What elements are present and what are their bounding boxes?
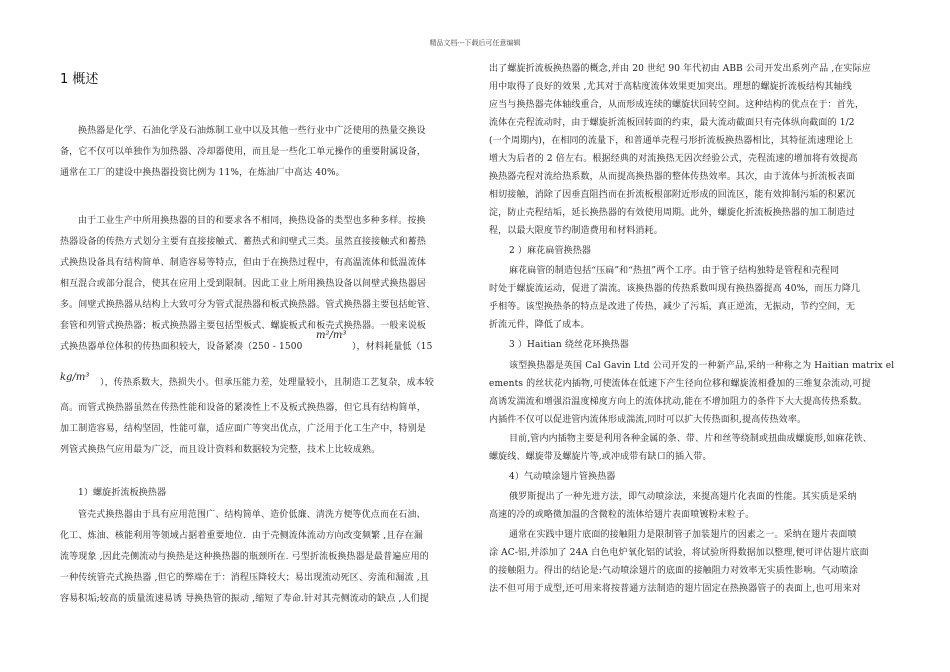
subsection-title: 1）螺旋折流板换热器 — [78, 488, 167, 498]
paragraph-line: 流体在壳程流动时，由于螺旋折流板回转面的约束，最大流动截面只有壳体纵向截面的 1/2 — [489, 118, 855, 128]
paragraph-line: 热器设备的传热方式划分主要有直接接触式、蓄热式和间壁式三类。虽然直接接触式和蓄热 — [60, 237, 427, 247]
page-header: 精品文档---下载后可任意编辑 — [429, 39, 521, 47]
paragraph-line: 螺旋线、螺旋带及螺旋片等,或冲成带有缺口的插入带。 — [489, 452, 712, 462]
paragraph-line: 相切接触，消除了因垂直阻挡而在折流板根部附近形成的回流区，能有效抑制污垢的积累沉 — [489, 190, 856, 200]
section-title: 1 概述 — [60, 72, 99, 87]
paragraph-line: ements 的丝状花内插物,可使流体在低速下产生径向位移和螺旋流相叠加的三维复杂流动,可提 — [489, 379, 871, 389]
paragraph-line: 备，它不仅可以单独作为加热器、冷却器使用，而且是一些化工单元操作的重要附属设备， — [60, 147, 427, 157]
paragraph-line: 换热器壳程对流给热系数，从而提高换热器的整体传热效率。其次，由于流体与折流板表面 — [489, 172, 856, 182]
area-unit-formula: m²/m³ — [316, 330, 347, 341]
subsection-title: 2 ）麻花扁管换热器 — [509, 246, 592, 256]
paragraph-line: ），材料耗量低（15 — [352, 342, 433, 352]
paragraph-line: 用中取得了良好的效果 ,尤其对于高粘度流体效果更加突出。理想的螺旋折流板结构其轴线 — [489, 82, 852, 92]
paragraph-line: 由于工业生产中所用换热器的目的和要求各不相同，换热设备的类型也多种多样。按换 — [78, 216, 426, 226]
paragraph-line: 式换热设备具有结构简单、制造容易等特点，但由于在换热过程中，有高温流体和低温流体 — [60, 258, 427, 268]
paragraph-line: 套管和列管式换热器；板式换热器主要包括型板式、螺旋板式和板壳式换热器。一般来说板 — [60, 321, 427, 331]
paragraph-line: 折流元件，降低了成本。 — [489, 320, 590, 330]
paragraph-line: 应当与换热器壳体轴线重合，从而形成连续的螺旋状回转空间。这种结构的优点在于：首先， — [489, 100, 865, 110]
paragraph-line: 内插件不仅可以促进管内流体形成湍流,同时可以扩大传热面积,提高传热效率。 — [489, 415, 807, 425]
paragraph-line: 相互混合或部分混合，使其在应用上受到限制。因此工业上所用换热设备以间壁式换热器居 — [60, 279, 427, 289]
paragraph-line: 淀，防止壳程结垢，延长换热器的有效使用周期。此外，螺旋化折流板换热器的加工制造过 — [489, 208, 856, 218]
paragraph-line: (一个周期内)，在相同的流量下，和普通单壳程弓形折流板换热器相比，其特征流速理论上 — [489, 136, 854, 146]
subsection-title: 4）气动喷涂翅片管换热器 — [509, 472, 616, 482]
paragraph-line: 麻花扁管的制造包括“压扁”和“热扭”两个工序。由于管子结构独特是管程和壳程同 — [509, 266, 840, 276]
paragraph-line: 乎相等。该型换热条的特点是改进了传热，减少了污垢，真正逆流，无振动，节约空间，无 — [489, 302, 856, 312]
paragraph-line: 时处于螺旋流运动，促进了湍流。该换热器的传热系数叫现有换热器提高 40%，而压力降几 — [489, 284, 861, 294]
paragraph-line: 式换热器单位体积的传热面积较大，设备紧凑（250 - 1500 — [60, 342, 303, 352]
paragraph-line: 一种传统管壳式换热器 ,但它的弊端在于：消程压降较大；易出现流动死区、旁流和漏流 ,且 — [60, 573, 429, 583]
paragraph-line: 俄罗斯提出了一种先进方法，即气动喷涂法，来提高翅片化表面的性能。其实质是采纳 — [509, 492, 857, 502]
paragraph-line: 涂 AC-铝,并添加了 24A 白色电炉氧化铝的试验，将试验所得数据加以整理,便可评估翅片底面 — [489, 548, 869, 558]
paragraph-line: 出了螺旋折流板换热器的概念,并由 20 世纪 90 年代初由 ABB 公司开发出系列产品 ,在实际应 — [489, 64, 871, 74]
paragraph-line: 的接触阻力。得出的结论是:气动喷涂翅片的底面的接触阻力对效率无实质性影响。气动喷涂 — [489, 566, 859, 576]
paragraph-line: 流等现象 ,因此壳侧流动与换热是这种换热器的瓶颈所在. 弓型折流板换热器是最普遍应用的 — [60, 552, 429, 562]
paragraph-line: 通常在实践中翅片底面的接触阻力是限制管子加装翅片的因素之一。采纳在翅片表面喷 — [509, 530, 857, 540]
paragraph-line: 管壳式换热器由于具有应用范围广、结构简单、造价低廉、清洗方便等优点而在石油、 — [78, 510, 426, 520]
paragraph-line: ），传热系数大，热损失小。但承压能力差，处理量较小，且制造工艺复杂，成本较 — [100, 378, 435, 388]
paragraph-line: 列管式换热气应用最为广泛，而且设计资料和数据较为完整，技术上比较成熟。 — [60, 445, 381, 455]
paragraph-line: 法不但可用于成型,还可用来将按普通方法制造的翅片固定在热换器管子的表面上,也可用来对 — [489, 584, 862, 594]
paragraph-line: 化工、炼油、核能利用等领域占据着重要地位．由于壳侧流体流动方向改变频繁 ,且存在漏 — [60, 531, 423, 541]
paragraph-line: 程，以最大限度节约制造费用和材料消耗。 — [489, 226, 663, 236]
paragraph-line: 增大为后者的 2 倍左右。根据经典的对流换热无因次经验公式，壳程流速的增加将有效提高 — [489, 154, 858, 164]
mass-unit-formula: kg/m³ — [60, 372, 90, 383]
paragraph-line: 高。而管式换热器虽然在传热性能和设备的紧凑性上不及板式换热器，但它具有结构简单， — [60, 403, 427, 413]
paragraph-line: 高速的冷的或略微加温的含微粒的流体给翅片表面喷镀粉末粒子。 — [489, 510, 755, 520]
paragraph-line: 多。间壁式换热器从结构上大致可分为管式混热器和板式换热器。管式换热器主要包括蛇管、 — [60, 300, 436, 310]
paragraph-line: 该型换热器是英国 Cal Gavin Ltd 公司开发的一种新产品,采纳一种称之为 Haitian matrix el — [509, 361, 895, 371]
paragraph-line: 通常在工厂的建设中换热器投资比例为 11%，在炼油厂中高达 40%。 — [60, 168, 345, 178]
paragraph-line: 换热器是化学、石油化学及石油炼制工业中以及其他一些行业中广泛使用的热量交换设 — [78, 126, 426, 136]
paragraph-line: 目前,管内内插物主要是利用各种金属的条、带、片和丝等绕制或扭曲成螺旋形,如麻花铁、 — [509, 434, 872, 444]
paragraph-line: 加工制造容易，结构坚固，性能可靠，适应面广等突出优点，广泛用于化工生产中，特别是 — [60, 424, 427, 434]
paragraph-line: 容易积垢;较高的质量流速易诱 导换热管的振动 ,缩短了寿命.针对其壳侧流动的缺点 ,人们提 — [60, 594, 429, 604]
paragraph-line: 高诱发湍流和增强沿温度梯度方向上的流体扰动,能在不增加阻力的条件下大大提高传热系数。 — [489, 397, 868, 407]
subsection-title: 3 ）Haitian 绕丝花环换热器 — [509, 340, 629, 350]
